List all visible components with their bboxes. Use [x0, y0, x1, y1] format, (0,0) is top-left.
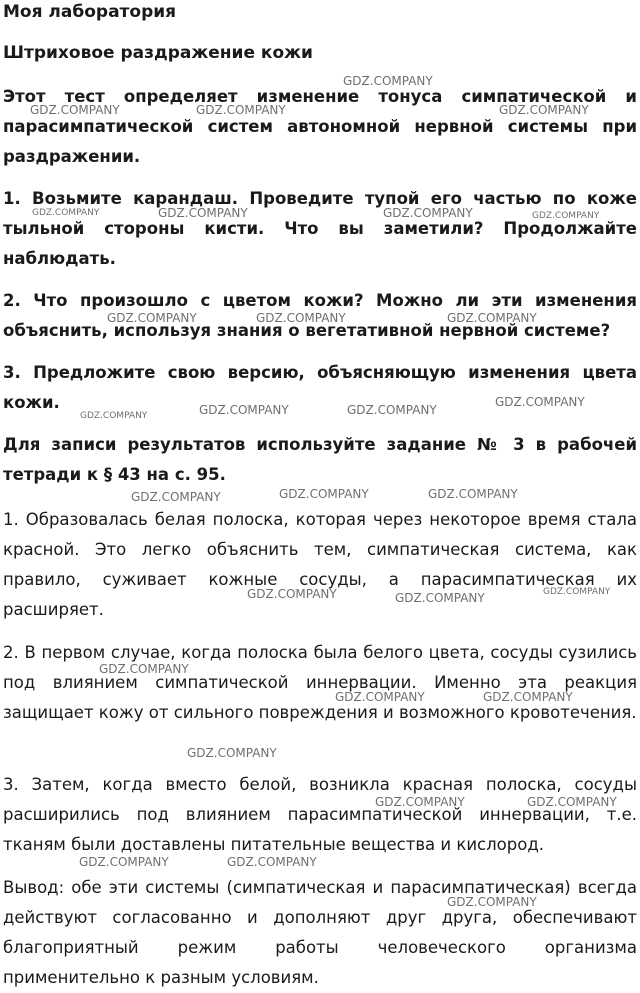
conclusion-paragraph: Вывод: обе эти системы (симпатическая и парасимпатическая) всегда действуют согласованно и дополняют друг друга, обеспечивают благоприятный режим работы человеческого организма применительно к разным условиям.	[3, 878, 637, 987]
watermark: GDZ.COMPANY	[428, 487, 518, 501]
answer-1: 1. Образовалась белая полоска, которая через некоторое время стала красной. Это легко объяснить тем, симпатическая система, как правило, суживает кожные сосуды, а парасимпатическая их расширяет.	[3, 510, 637, 619]
watermark: GDZ.COMPANY	[543, 587, 611, 597]
watermark: GDZ.COMPANY	[247, 587, 337, 601]
watermark: GDZ.COMPANY	[495, 395, 585, 409]
question-3: 3. Предложите свою версию, объясняющую изменения цвета кожи.	[3, 363, 637, 412]
watermark: GDZ.COMPANY	[343, 74, 433, 88]
question-1: 1. Возьмите карандаш. Проведите тупой его частью по коже тыльной стороны кисти. Что вы заметили? Продолжайте наблюдать.	[3, 189, 637, 268]
watermark: GDZ.COMPANY	[107, 311, 197, 325]
watermark: GDZ.COMPANY	[196, 103, 286, 117]
watermark: GDZ.COMPANY	[335, 690, 425, 704]
watermark: GDZ.COMPANY	[499, 103, 589, 117]
answer-2: 2. В первом случае, когда полоска была белого цвета, сосуды сузились под влиянием симпатической иннервации. Именно эта реакция защищает кожу от сильного повреждения и возможного кровотечения.	[3, 643, 637, 722]
question-2: 2. Что произошло с цветом кожи? Можно ли эти изменения объяснить, используя знания о вегетативной нервной системе?	[3, 291, 637, 340]
watermark: GDZ.COMPANY	[199, 403, 289, 417]
watermark: GDZ.COMPANY	[158, 206, 248, 220]
watermark: GDZ.COMPANY	[527, 795, 617, 809]
watermark: GDZ.COMPANY	[347, 403, 437, 417]
watermark: GDZ.COMPANY	[187, 746, 277, 760]
watermark: GDZ.COMPANY	[256, 311, 346, 325]
watermark: GDZ.COMPANY	[32, 208, 100, 218]
watermark: GDZ.COMPANY	[131, 490, 221, 504]
section-title: Штриховое раздражение кожи	[3, 43, 313, 63]
watermark: GDZ.COMPANY	[30, 103, 120, 117]
watermark: GDZ.COMPANY	[99, 662, 189, 676]
watermark: GDZ.COMPANY	[447, 895, 537, 909]
intro-paragraph: Этот тест определяет изменение тонуса симпатической и парасимпатической систем автономной нервной системы при раздражении.	[3, 87, 637, 166]
instruction-paragraph: Для записи результатов используйте задание № 3 в рабочей тетради к § 43 на с. 95.	[3, 435, 637, 484]
answer-3: 3. Затем, когда вместо белой, возникла красная полоска, сосуды расширились под влиянием парасимпатической иннервации, т.е. тканям были доставлены питательные вещества и кислород.	[3, 775, 637, 854]
watermark: GDZ.COMPANY	[395, 591, 485, 605]
watermark: GDZ.COMPANY	[80, 411, 148, 421]
watermark: GDZ.COMPANY	[79, 855, 169, 869]
watermark: GDZ.COMPANY	[227, 855, 317, 869]
watermark: GDZ.COMPANY	[279, 487, 369, 501]
watermark: GDZ.COMPANY	[532, 211, 600, 221]
watermark: GDZ.COMPANY	[375, 795, 465, 809]
watermark: GDZ.COMPANY	[383, 206, 473, 220]
watermark: GDZ.COMPANY	[483, 690, 573, 704]
page-title: Моя лаборатория	[3, 2, 177, 22]
watermark: GDZ.COMPANY	[447, 311, 537, 325]
